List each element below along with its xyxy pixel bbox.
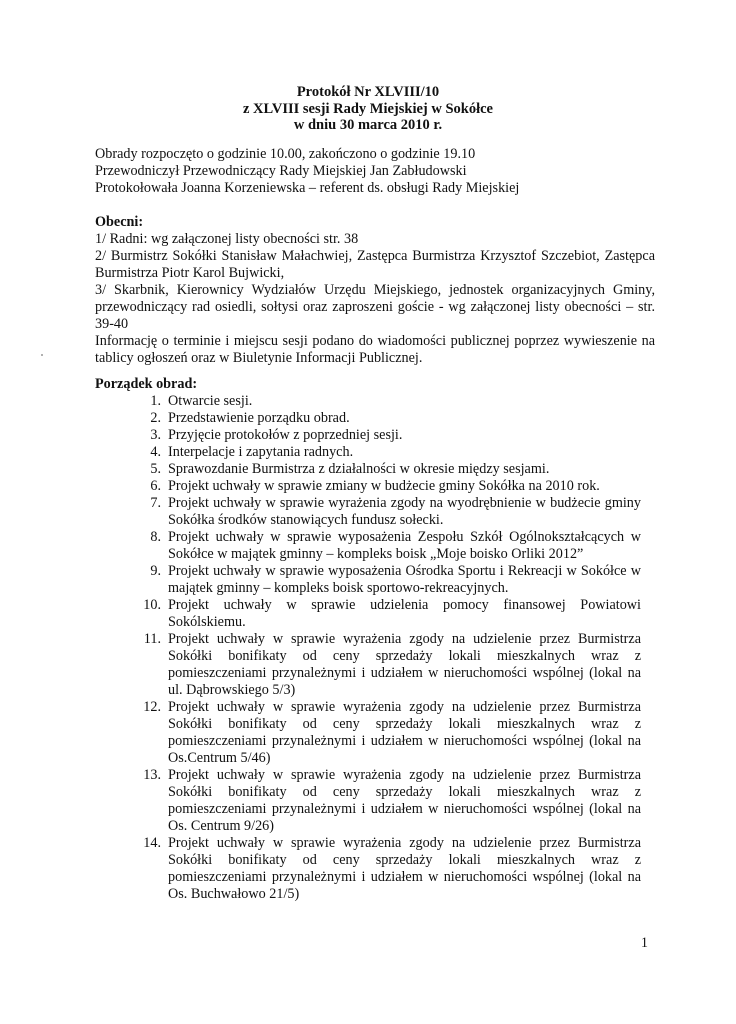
- attendance-guests: 3/ Skarbnik, Kierownicy Wydziałów Urzędu Miejskiego, jednostek organizacyjnych Gminy, przewodniczący rad osiedli, sołtysi oraz zaproszeni goście - wg załączonej listy obecności – str. 39-40: [95, 282, 655, 332]
- agenda-item: [95, 767, 655, 835]
- attendance-officials: 2/ Burmistrz Sokółki Stanisław Małachwiej, Zastępca Burmistrza Krzysztof Szczebiot, Zastępca Burmistrza Piotr Karol Bujwicki,: [95, 248, 655, 281]
- attendance-councillors: 1/ Radni: wg załączonej listy obecności str. 38: [95, 231, 359, 247]
- agenda-item: [95, 461, 655, 478]
- title-line: Protokół Nr XLVIII/10: [296, 84, 440, 100]
- agenda-item-text: Projekt uchwały w sprawie wyrażenia zgody na wyodrębnienie w budżecie gminy Sokółka środków stanowiących fundusz sołecki.: [168, 495, 641, 528]
- agenda-list: [95, 393, 655, 903]
- agenda-item-number: 13.: [143, 767, 161, 783]
- agenda-item-number: 2.: [150, 410, 161, 426]
- agenda-item: [95, 495, 655, 529]
- document-title: [0, 84, 736, 134]
- agenda-item-number: 9.: [150, 563, 161, 579]
- agenda-item: [95, 529, 655, 563]
- agenda-item-number: 4.: [150, 444, 161, 460]
- agenda-item-number: 11.: [143, 631, 161, 647]
- agenda-item-number: 1.: [150, 393, 161, 409]
- agenda-item-number: 10.: [143, 597, 161, 613]
- session-chair: Przewodniczył Przewodniczący Rady Miejskiej Jan Zabłudowski: [95, 163, 467, 179]
- session-info: [95, 146, 655, 197]
- agenda-item-text: Przedstawienie porządku obrad.: [168, 410, 350, 426]
- agenda-item-number: 8.: [150, 529, 161, 545]
- agenda-item-text: Projekt uchwały w sprawie wyrażenia zgody na udzielenie przez Burmistrza Sokółki bonifikaty od ceny sprzedaży lokali mieszkalnych wraz z pomieszczeniami przynależnymi i udziałem w nieruchomości wspólnej (lokal na Os. Buchwałowo 21/5): [168, 835, 641, 902]
- session-times: Obrady rozpoczęto o godzinie 10.00, zakończono o godzinie 19.10: [95, 146, 476, 162]
- agenda-item: [95, 631, 655, 699]
- scan-speck: [41, 354, 43, 356]
- agenda-item: [95, 410, 655, 427]
- agenda-item-text: Projekt uchwały w sprawie wyposażenia Zespołu Szkół Ogólnokształcących w Sokółce w majątek gminny – kompleks boisk „Moje boisko Orliki 2012”: [168, 529, 641, 562]
- agenda-item: [95, 835, 655, 903]
- agenda-item: [95, 597, 655, 631]
- agenda-item: [95, 699, 655, 767]
- attendance-section: [95, 214, 655, 367]
- agenda-item: [95, 427, 655, 444]
- page-number: 1: [640, 935, 648, 951]
- agenda-item-number: 3.: [150, 427, 161, 443]
- agenda-item: [95, 444, 655, 461]
- agenda-item: [95, 478, 655, 495]
- agenda-section: [95, 376, 655, 903]
- title-line: z XLVIII sesji Rady Miejskiej w Sokółce: [243, 100, 493, 117]
- agenda-item-text: Projekt uchwały w sprawie udzielenia pomocy finansowej Powiatowi Sokólskiemu.: [168, 597, 641, 630]
- agenda-item-number: 12.: [143, 699, 161, 715]
- session-recorder: Protokołowała Joanna Korzeniewska – referent ds. obsługi Rady Miejskiej: [95, 180, 520, 196]
- agenda-item-text: Projekt uchwały w sprawie wyrażenia zgody na udzielenie przez Burmistrza Sokółki bonifikaty od ceny sprzedaży lokali mieszkalnych wraz z pomieszczeniami przynależnymi i udziałem w nieruchomości wspólnej (lokal na ul. Dąbrowskiego 5/3): [168, 631, 641, 698]
- attendance-heading: Obecni:: [95, 214, 144, 230]
- agenda-item: [95, 393, 655, 410]
- agenda-item-text: Projekt uchwały w sprawie wyposażenia Ośrodka Sportu i Rekreacji w Sokółce w majątek gminny – kompleks boisk sportowo-rekreacyjnych.: [168, 563, 641, 596]
- agenda-item-number: 5.: [150, 461, 161, 477]
- agenda-item-text: Interpelacje i zapytania radnych.: [168, 444, 354, 460]
- agenda-item-text: Projekt uchwały w sprawie zmiany w budżecie gminy Sokółka na 2010 rok.: [168, 478, 600, 494]
- agenda-item-text: Przyjęcie protokołów z poprzedniej sesji.: [168, 427, 403, 443]
- agenda-heading: Porządek obrad:: [95, 376, 198, 392]
- agenda-item-text: Sprawozdanie Burmistrza z działalności w okresie między sesjami.: [168, 461, 550, 477]
- agenda-item-number: 7.: [150, 495, 161, 511]
- agenda-item-number: 6.: [150, 478, 161, 494]
- agenda-item-text: Projekt uchwały w sprawie wyrażenia zgody na udzielenie przez Burmistrza Sokółki bonifikaty od ceny sprzedaży lokali mieszkalnych wraz z pomieszczeniami przynależnymi i udziałem w nieruchomości wspólnej (lokal na Os. Centrum 9/26): [168, 767, 641, 834]
- agenda-item-text: Projekt uchwały w sprawie wyrażenia zgody na udzielenie przez Burmistrza Sokółki bonifikaty od ceny sprzedaży lokali mieszkalnych wraz z pomieszczeniami przynależnymi i udziałem w nieruchomości wspólnej (lokal na Os.Centrum 5/46): [168, 699, 641, 766]
- session-announcement: Informację o terminie i miejscu sesji podano do wiadomości publicznej poprzez wywieszenie na tablicy ogłoszeń oraz w Biuletynie Informacji Publicznej.: [95, 333, 655, 366]
- agenda-item-text: Otwarcie sesji.: [168, 393, 253, 409]
- agenda-item: [95, 563, 655, 597]
- title-line: w dniu 30 marca 2010 r.: [293, 117, 443, 133]
- agenda-item-number: 14.: [143, 835, 161, 851]
